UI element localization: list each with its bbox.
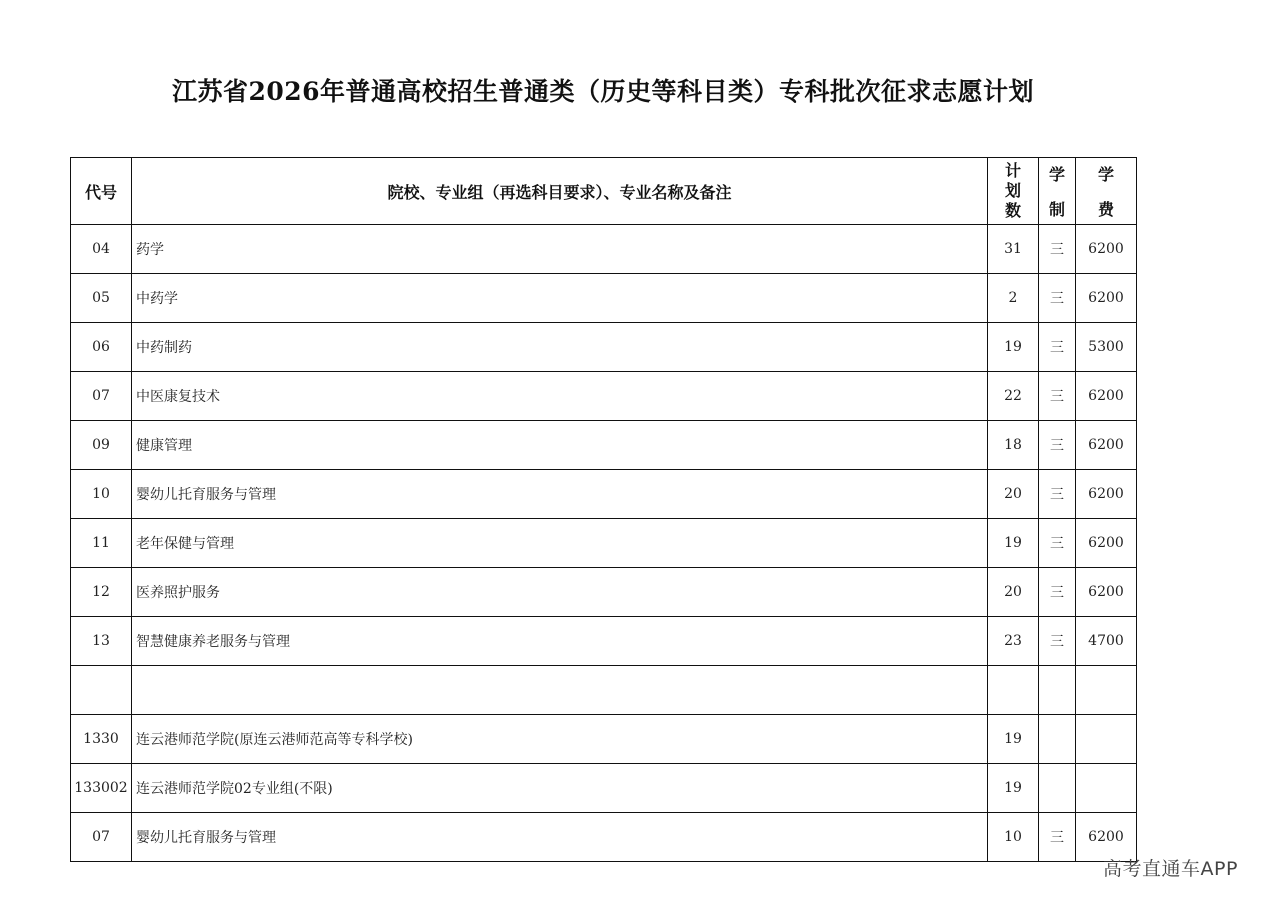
row-length: [1039, 715, 1076, 764]
table-row: [71, 617, 1137, 666]
row-plan: 19: [988, 519, 1039, 568]
header-length-char: 学: [1048, 165, 1065, 184]
row-name: [132, 666, 988, 715]
row-plan: 19: [988, 323, 1039, 372]
row-fee: 6200: [1076, 519, 1137, 568]
row-name: 中药制药: [132, 323, 988, 372]
table-header-row: [71, 158, 1137, 225]
row-plan: 19: [988, 764, 1039, 813]
table-row: [71, 274, 1137, 323]
row-fee: 6200: [1076, 470, 1137, 519]
row-length: 三: [1039, 323, 1076, 372]
table-row: [71, 225, 1137, 274]
row-fee: [1076, 764, 1137, 813]
row-plan: 19: [988, 715, 1039, 764]
header-fee-char: 学: [1097, 165, 1114, 184]
table-row: [71, 372, 1137, 421]
page-title: 江苏省2026年普通高校招生普通类（历史等科目类）专科批次征求志愿计划: [171, 77, 1035, 106]
row-fee: 5300: [1076, 323, 1137, 372]
row-plan: 23: [988, 617, 1039, 666]
header-length: [1039, 158, 1076, 225]
table-row: [71, 568, 1137, 617]
header-plan: [988, 158, 1039, 225]
header-fee-char: 费: [1097, 200, 1114, 219]
header-plan-char: 计: [1004, 161, 1021, 180]
row-code: 09: [71, 421, 132, 470]
header-length-char: 制: [1048, 200, 1065, 219]
row-length: 三: [1039, 372, 1076, 421]
row-plan: 18: [988, 421, 1039, 470]
row-name: 老年保健与管理: [132, 519, 988, 568]
row-name: 医养照护服务: [132, 568, 988, 617]
table-row-institution: [71, 715, 1137, 764]
row-code: 05: [71, 274, 132, 323]
row-code: 133002: [71, 764, 132, 813]
row-code: 12: [71, 568, 132, 617]
row-fee: 6200: [1076, 568, 1137, 617]
row-length: 三: [1039, 519, 1076, 568]
row-code: 07: [71, 813, 132, 862]
row-name: 中医康复技术: [132, 372, 988, 421]
row-name: 婴幼儿托育服务与管理: [132, 470, 988, 519]
row-name: 连云港师范学院02专业组(不限): [132, 764, 988, 813]
row-name: 智慧健康养老服务与管理: [132, 617, 988, 666]
row-fee: 6200: [1076, 813, 1137, 862]
row-length: [1039, 764, 1076, 813]
row-plan: 2: [988, 274, 1039, 323]
row-length: 三: [1039, 274, 1076, 323]
row-length: 三: [1039, 568, 1076, 617]
row-fee: [1076, 666, 1137, 715]
watermark: 高考直通车APP: [1103, 858, 1238, 880]
row-length: 三: [1039, 617, 1076, 666]
row-plan: 22: [988, 372, 1039, 421]
table-row-group: [71, 764, 1137, 813]
row-code: [71, 666, 132, 715]
row-name: 连云港师范学院(原连云港师范高等专科学校): [132, 715, 988, 764]
row-length: 三: [1039, 225, 1076, 274]
row-name: 中药学: [132, 274, 988, 323]
row-code: 06: [71, 323, 132, 372]
row-code: 07: [71, 372, 132, 421]
table-row: [71, 421, 1137, 470]
row-name: 健康管理: [132, 421, 988, 470]
row-code: 04: [71, 225, 132, 274]
table-row: [71, 470, 1137, 519]
row-length: 三: [1039, 813, 1076, 862]
table-row: [71, 323, 1137, 372]
row-code: 11: [71, 519, 132, 568]
row-plan: 20: [988, 568, 1039, 617]
row-code: 13: [71, 617, 132, 666]
row-fee: 6200: [1076, 274, 1137, 323]
enrollment-plan-table: [70, 157, 1137, 862]
row-fee: 6200: [1076, 421, 1137, 470]
row-plan: [988, 666, 1039, 715]
row-code: 10: [71, 470, 132, 519]
row-code: 1330: [71, 715, 132, 764]
header-plan-char: 数: [1004, 201, 1021, 220]
row-fee: 6200: [1076, 372, 1137, 421]
row-plan: 20: [988, 470, 1039, 519]
table-row: [71, 813, 1137, 862]
header-name: 院校、专业组（再选科目要求）、专业名称及备注: [132, 158, 988, 225]
row-plan: 31: [988, 225, 1039, 274]
row-fee: 6200: [1076, 225, 1137, 274]
table-row: [71, 519, 1137, 568]
row-length: 三: [1039, 421, 1076, 470]
row-plan: 10: [988, 813, 1039, 862]
row-name: 婴幼儿托育服务与管理: [132, 813, 988, 862]
row-fee: 4700: [1076, 617, 1137, 666]
header-fee: [1076, 158, 1137, 225]
row-length: 三: [1039, 470, 1076, 519]
table-row-empty: [71, 666, 1137, 715]
row-length: [1039, 666, 1076, 715]
row-fee: [1076, 715, 1137, 764]
row-name: 药学: [132, 225, 988, 274]
header-code: 代号: [71, 158, 132, 225]
header-plan-char: 划: [1004, 181, 1021, 200]
